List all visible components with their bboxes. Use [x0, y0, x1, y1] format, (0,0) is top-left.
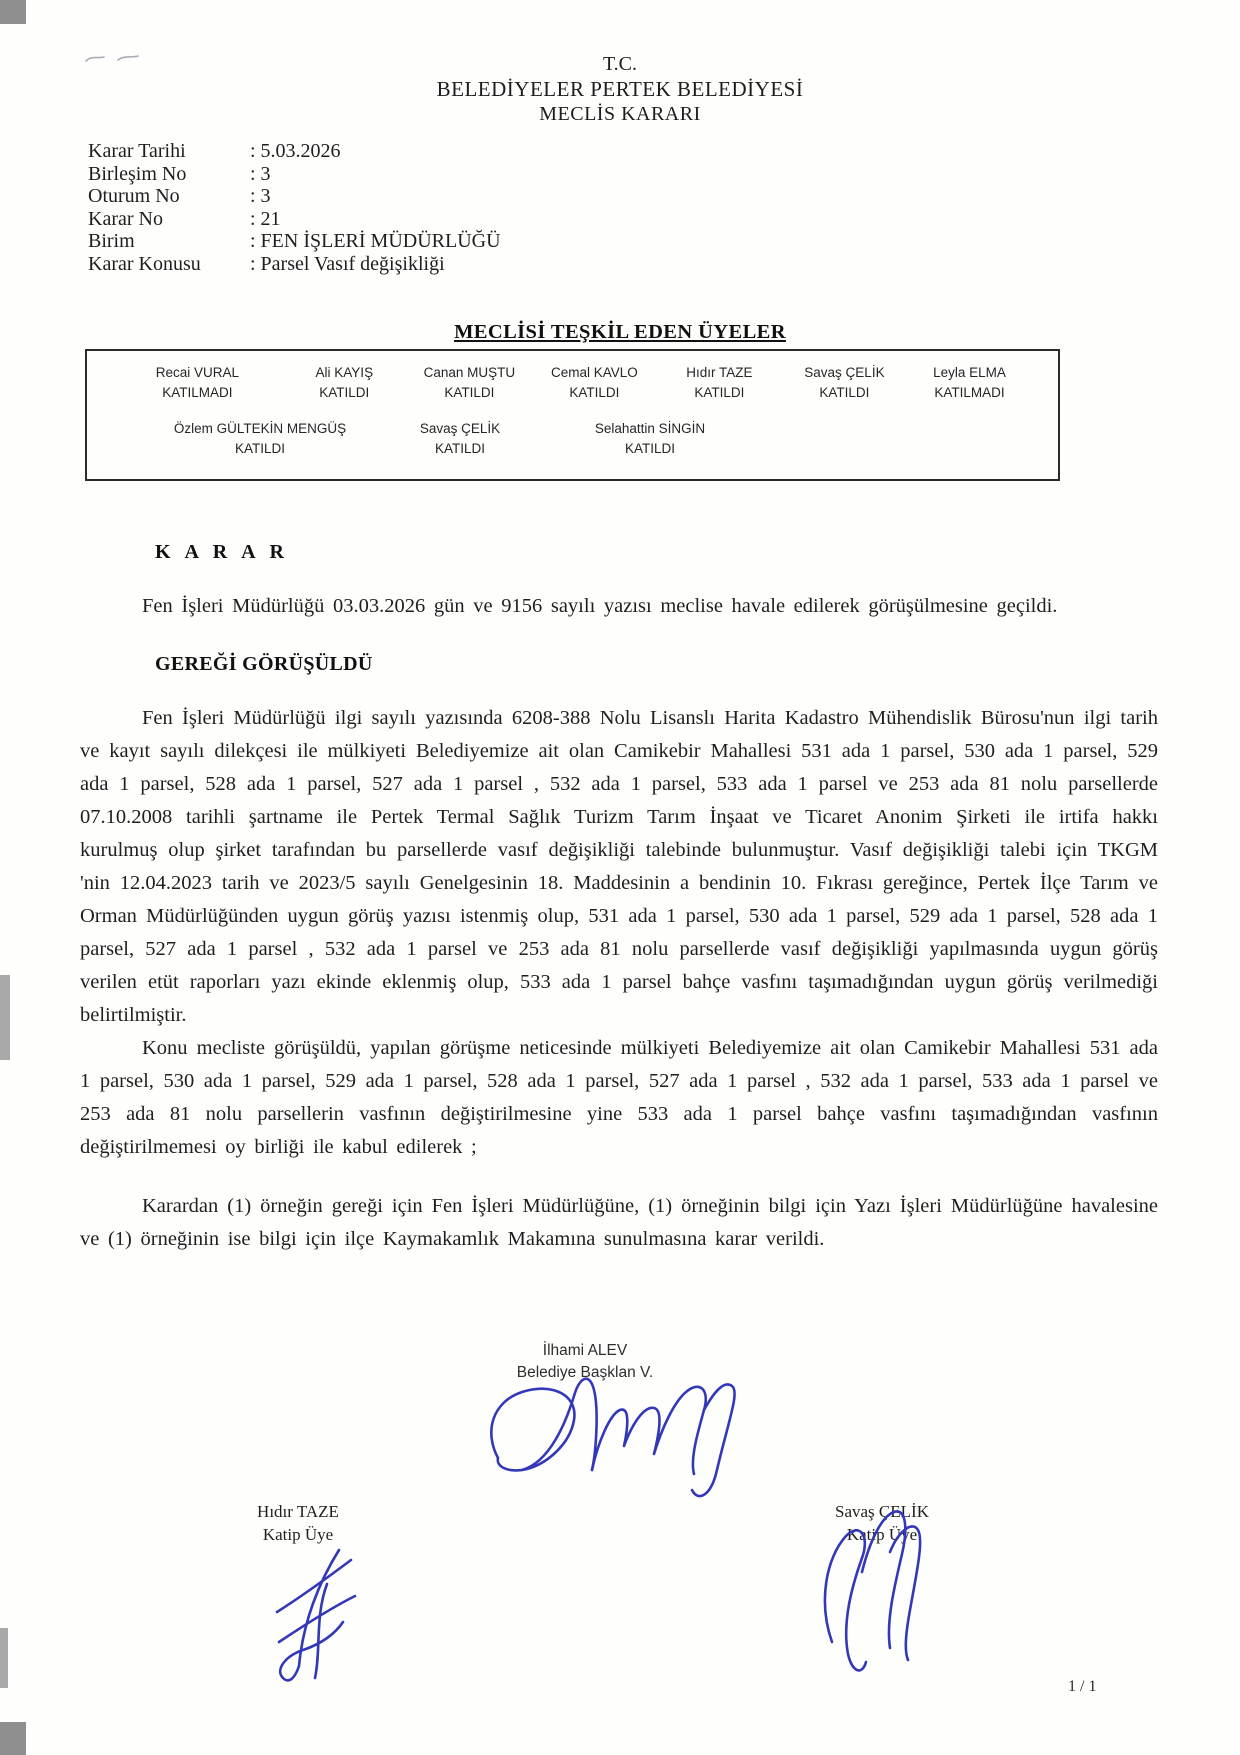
- member-name: Ali KAYIŞ: [315, 365, 374, 380]
- member-attendance: KATILDI: [319, 385, 370, 400]
- karar-heading: K A R A R: [155, 541, 289, 563]
- meta-value: : 5.03.2026: [250, 140, 341, 162]
- clerk-left-name: Hıdır TAZE: [257, 1502, 339, 1521]
- document-header: [0, 0, 1240, 127]
- member-name: Cemal KAVLO: [550, 365, 638, 380]
- geregi-gorusuldu-heading: GEREĞİ GÖRÜŞÜLDÜ: [155, 653, 373, 675]
- meta-value: : FEN İŞLERİ MÜDÜRLÜĞÜ: [250, 230, 501, 252]
- meta-label: Birleşim No: [88, 162, 187, 185]
- meta-row-karar-no: [88, 208, 1240, 231]
- member-cell: [282, 363, 407, 403]
- member-attendance: KATILDI: [569, 385, 620, 400]
- member-attendance: KATILMADI: [934, 385, 1005, 400]
- member-attendance: KATILDI: [234, 441, 285, 456]
- members-attendance-table: [85, 349, 1060, 481]
- header-doc-type-line: MECLİS KARARI: [539, 103, 701, 125]
- deliberation-paragraph: Fen İşleri Müdürlüğü ilgi sayılı yazısında 6208-388 Nolu Lisanslı Harita Kadastro Mühendislik Bürosu'nun ilgi tarih ve kayıt sayılı dilekçesi ile mülkiyeti Belediyemize ait olan Camikebir Mahallesi 531 ada 1 parsel, 530 ada 1 parsel, 529 ada 1 parsel, 528 ada 1 parsel, 527 ada 1 parsel , 532 ada 1 parsel, 533 ada 1 parsel ve 253 ada 81 nolu parsellerde 07.10.2008 tarihli şartname ile Pertek Termal Sağlık Turizm Tarım İnşaat ve Ticaret Anonim Şirketi ile irtifa hakkı kurulmuş olup şirket tarafından bu parsellerde vasıf değişikliği talebinde bulunmuştur. Vasıf değişikliği talebi için TKGM 'nin 12.04.2023 tarih ve 2023/5 sayılı Genelgesinin 18. Maddesinin a bendinin 10. Fıkrası gereğince, Pertek İlçe Tarım ve Orman Müdürlüğünden uygun görüş yazısı istenmiş olup, 531 ada 1 parsel, 530 ada 1 parsel, 529 ada 1 parsel, 528 ada 1 parsel, 527 ada 1 parsel , 532 ada 1 parsel ve 253 ada 81 nolu parsellerde vasıf değişikliği yapılmasında uygun görüş verilen etüt raporları yazı ekinde eklenmiş olup, 533 ada 1 parsel bahçe vasfını taşımadığından uygun görüş verilmediği belirtilmiştir.: [80, 707, 1158, 1026]
- member-name: Recai VURAL: [155, 365, 240, 380]
- scan-artifact: [0, 975, 10, 1060]
- mayor-name: İlhami ALEV: [542, 1342, 628, 1359]
- clerk-right-signature-ink: [802, 1492, 932, 1687]
- clerk-right-title: Katip Üye: [846, 1525, 918, 1544]
- scan-artifact: [0, 0, 26, 24]
- member-attendance: KATILMADI: [162, 385, 233, 400]
- member-name: Savaş ÇELİK: [419, 421, 501, 436]
- scan-artifact: [0, 1628, 8, 1688]
- clerk-right-name: Savaş ÇELİK: [835, 1502, 929, 1521]
- clerk-left-signature-ink: [255, 1538, 385, 1690]
- member-name: Leyla ELMA: [933, 365, 1006, 380]
- header-state-line: T.C.: [602, 53, 638, 75]
- meta-label: Karar No: [88, 207, 163, 230]
- member-cell: [907, 363, 1032, 403]
- meta-label: Oturum No: [88, 185, 180, 207]
- member-cell: [113, 363, 282, 403]
- mayor-title: Belediye Başklan V.: [516, 1364, 654, 1381]
- member-cell: [135, 419, 385, 459]
- member-cell: [407, 363, 532, 403]
- decision-metadata: [88, 140, 1240, 275]
- member-attendance: KATILDI: [444, 385, 495, 400]
- handwritten-mark: [82, 50, 142, 66]
- members-row-1: [87, 363, 1058, 403]
- clerk-left-title: Katip Üye: [262, 1525, 334, 1544]
- member-cell: [532, 363, 657, 403]
- meta-row-karar-konusu: [88, 253, 1240, 276]
- meta-value: : 21: [250, 207, 281, 230]
- member-attendance: KATILDI: [434, 441, 485, 456]
- member-cell: [535, 419, 765, 459]
- referral-paragraph: Fen İşleri Müdürlüğü 03.03.2026 gün ve 9156 sayılı yazısı meclise havale edilerek görüşülmesine geçildi.: [142, 595, 1058, 617]
- scan-artifact: [0, 1722, 26, 1755]
- page-number: 1 / 1: [1068, 1678, 1097, 1695]
- meta-label: Birim: [88, 230, 135, 252]
- meta-row-karar-tarihi: [88, 140, 1240, 163]
- meta-label: Karar Konusu: [88, 252, 201, 275]
- distribution-paragraph: Karardan (1) örneğin gereği için Fen İşleri Müdürlüğüne, (1) örneğinin bilgi için Yazı İşleri Müdürlüğüne havalesine ve (1) örneğinin ise bilgi için ilçe Kaymakamlık Makamına sunulmasına karar verildi.: [80, 1195, 1158, 1250]
- mayor-signature-ink: [470, 1362, 750, 1512]
- members-row-2: [87, 419, 1058, 459]
- member-cell: [657, 363, 782, 403]
- member-attendance: KATILDI: [624, 441, 675, 456]
- member-name: Özlem GÜLTEKİN MENGÜŞ: [173, 421, 347, 436]
- member-name: Selahattin SİNGİN: [594, 421, 706, 436]
- meta-row-birim: [88, 230, 1240, 253]
- member-attendance: KATILDI: [694, 385, 745, 400]
- meta-value: : Parsel Vasıf değişikliği: [250, 252, 445, 275]
- meta-row-birlesim-no: [88, 163, 1240, 186]
- member-name: Hıdır TAZE: [686, 365, 753, 380]
- resolution-paragraph: Konu mecliste görüşüldü, yapılan görüşme neticesinde mülkiyeti Belediyemize ait olan Camikebir Mahallesi 531 ada 1 parsel, 530 ada 1 parsel, 529 ada 1 parsel, 528 ada 1 parsel, 527 ada 1 parsel , 532 ada 1 parsel, 533 ada 1 parsel ve 253 ada 81 nolu parsellerin vasfının değiştirilmesine yine 533 ada 1 parsel bahçe vasfını taşımadığından vasfının değiştirilmemesi oy birliği ile kabul edilerek ;: [80, 1037, 1158, 1158]
- meta-value: : 3: [250, 162, 271, 185]
- member-cell: [782, 363, 907, 403]
- member-attendance: KATILDI: [819, 385, 870, 400]
- header-municipality-line: BELEDİYELER PERTEK BELEDİYESİ: [436, 77, 804, 101]
- meta-label: Karar Tarihi: [88, 140, 186, 162]
- members-section-title: MECLİSİ TEŞKİL EDEN ÜYELER: [454, 321, 786, 343]
- member-name: Savaş ÇELİK: [804, 365, 885, 380]
- member-name: Canan MUŞTU: [423, 365, 516, 380]
- member-cell: [385, 419, 535, 459]
- meta-row-oturum-no: [88, 185, 1240, 208]
- meta-value: : 3: [250, 185, 271, 207]
